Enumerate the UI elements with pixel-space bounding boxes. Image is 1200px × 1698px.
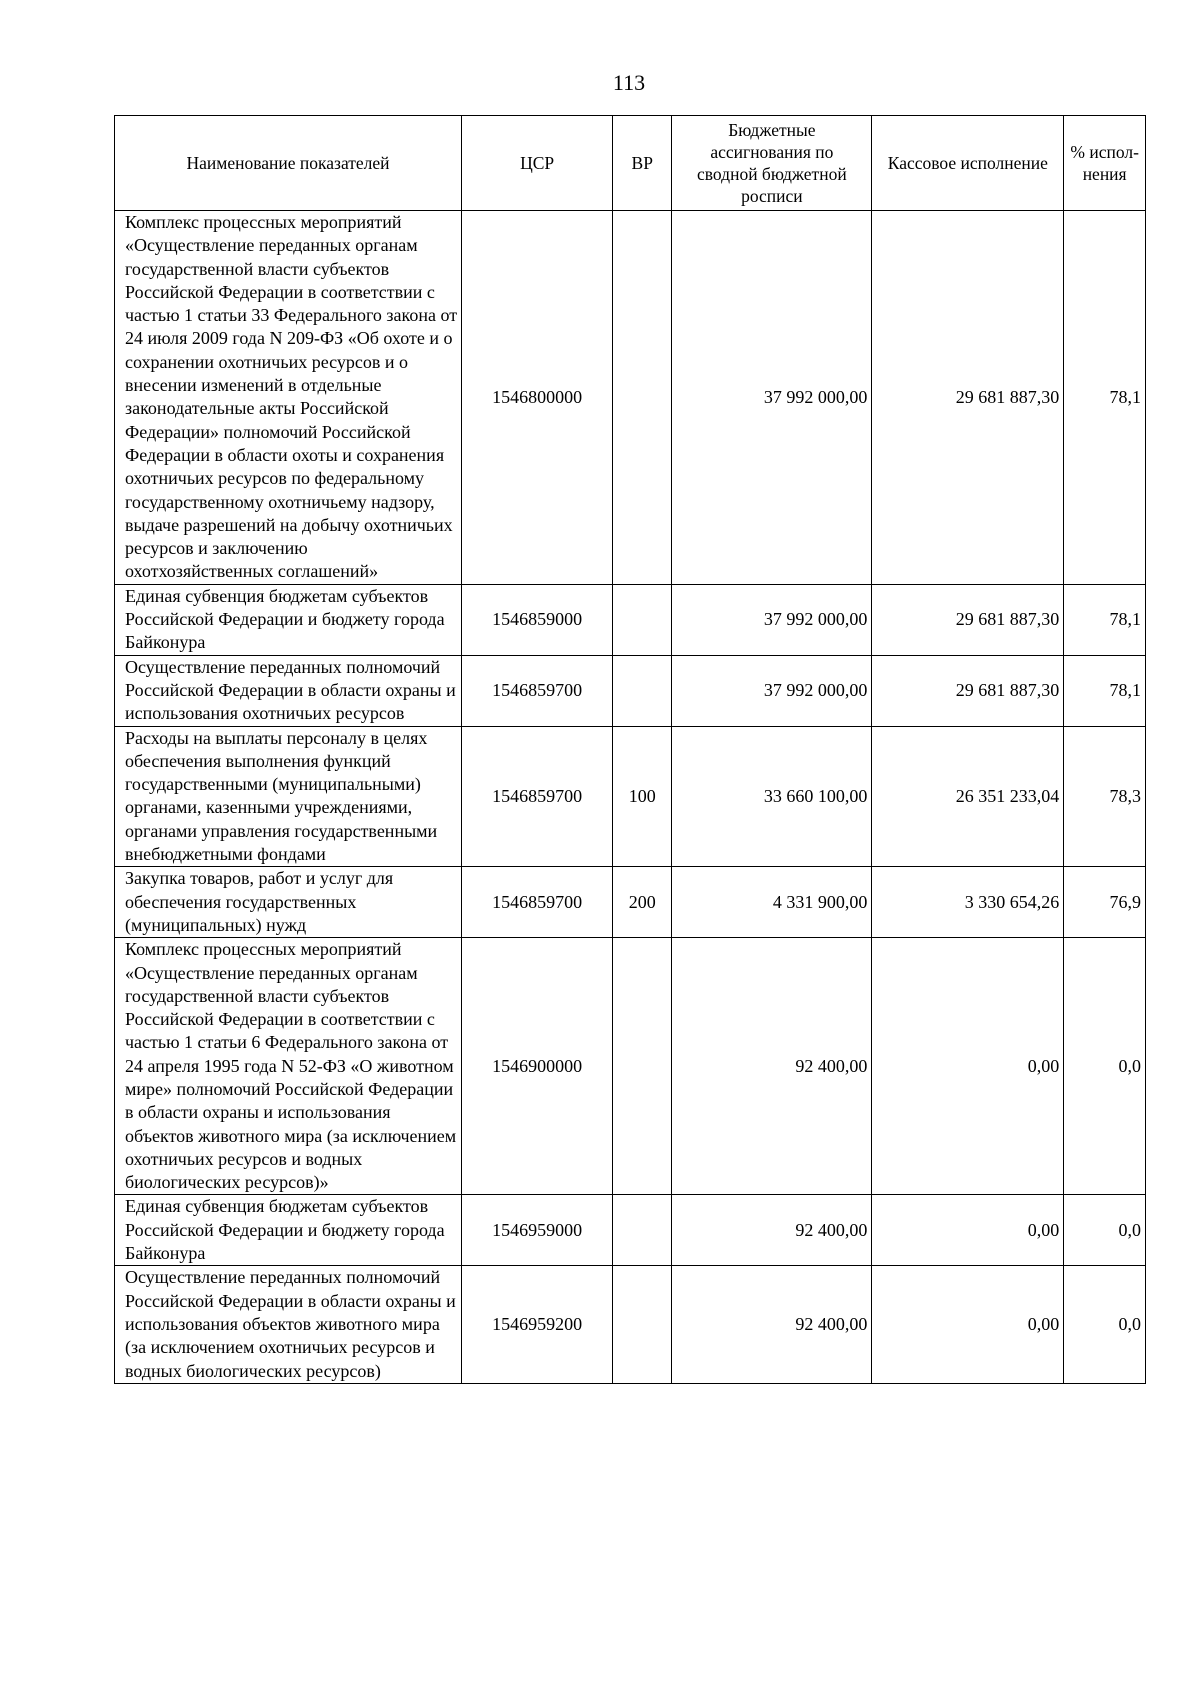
row-vr: 200: [613, 867, 672, 938]
row-vr: 100: [613, 726, 672, 867]
row-pct: 78,1: [1064, 655, 1146, 726]
row-cash: 0,00: [872, 938, 1064, 1195]
row-pct: 0,0: [1064, 1195, 1146, 1266]
page-number: 113: [612, 70, 646, 95]
row-cash: 29 681 887,30: [872, 211, 1064, 585]
row-budget: 37 992 000,00: [672, 211, 872, 585]
row-vr: [613, 1195, 672, 1266]
row-pct: 0,0: [1064, 938, 1146, 1195]
header-cash: Кассовое исполнение: [872, 116, 1064, 211]
row-cash: 29 681 887,30: [872, 655, 1064, 726]
row-budget: 92 400,00: [672, 1266, 872, 1383]
row-cash: 3 330 654,26: [872, 867, 1064, 938]
row-cash: 26 351 233,04: [872, 726, 1064, 867]
row-csr: 1546800000: [462, 211, 613, 585]
row-name: Закупка товаров, работ и услуг для обеспечения государственных (муниципальных) нужд: [115, 867, 462, 938]
row-name: Осуществление переданных полномочий Российской Федерации в области охраны и использования объектов животного мира (за исключением охотничьих ресурсов и водных биологических ресурсов): [115, 1266, 462, 1383]
row-cash: 0,00: [872, 1195, 1064, 1266]
row-name: Комплекс процессных мероприятий «Осуществление переданных органам государственной власти субъектов Российской Федерации в соответствии с частью 1 статьи 33 Федерального закона от 24 июля 2009 года N 209-ФЗ «Об охоте и о сохранении охотничьих ресурсов и о внесении изменений в отдельные законодательные акты Российской Федерации» полномочий Российской Федерации в области охоты и сохранения охотничьих ресурсов по федеральному государственному охотничьему надзору, выдаче разрешений на добычу охотничьих ресурсов и заключению охотхозяйственных соглашений»: [115, 211, 462, 585]
row-pct: 78,3: [1064, 726, 1146, 867]
row-budget: 92 400,00: [672, 1195, 872, 1266]
row-name: Расходы на выплаты персоналу в целях обеспечения выполнения функций государственными (муниципальными) органами, казенными учреждениями, органами управления государственными внебюджетными фондами: [115, 726, 462, 867]
budget-execution-table: [114, 115, 1146, 1384]
row-csr: 1546859000: [462, 584, 613, 655]
row-budget: 37 992 000,00: [672, 655, 872, 726]
header-vr: ВР: [613, 116, 672, 211]
table-row: [115, 867, 1146, 938]
row-budget: 33 660 100,00: [672, 726, 872, 867]
table-row: [115, 1266, 1146, 1383]
row-budget: 92 400,00: [672, 938, 872, 1195]
row-pct: 76,9: [1064, 867, 1146, 938]
row-vr: [613, 938, 672, 1195]
row-budget: 37 992 000,00: [672, 584, 872, 655]
row-csr: 1546959000: [462, 1195, 613, 1266]
row-vr: [613, 584, 672, 655]
row-pct: 78,1: [1064, 211, 1146, 585]
header-csr: ЦСР: [462, 116, 613, 211]
row-csr: 1546859700: [462, 655, 613, 726]
row-name: Осуществление переданных полномочий Российской Федерации в области охраны и использования охотничьих ресурсов: [115, 655, 462, 726]
table-row: [115, 584, 1146, 655]
table-row: [115, 726, 1146, 867]
header-name: Наименование показателей: [115, 116, 462, 211]
table-header-row: [115, 116, 1146, 211]
row-cash: 29 681 887,30: [872, 584, 1064, 655]
table-row: [115, 938, 1146, 1195]
table-row: [115, 1195, 1146, 1266]
row-csr: 1546859700: [462, 726, 613, 867]
header-budget: Бюджетные ассигнования по сводной бюджетной росписи: [672, 116, 872, 211]
row-budget: 4 331 900,00: [672, 867, 872, 938]
table-row: [115, 211, 1146, 585]
row-name: Единая субвенция бюджетам субъектов Российской Федерации и бюджету города Байконура: [115, 584, 462, 655]
row-vr: [613, 211, 672, 585]
row-vr: [613, 1266, 672, 1383]
row-pct: 0,0: [1064, 1266, 1146, 1383]
row-pct: 78,1: [1064, 584, 1146, 655]
row-csr: 1546859700: [462, 867, 613, 938]
row-csr: 1546900000: [462, 938, 613, 1195]
header-pct: % испол-нения: [1064, 116, 1146, 211]
row-vr: [613, 655, 672, 726]
row-cash: 0,00: [872, 1266, 1064, 1383]
row-csr: 1546959200: [462, 1266, 613, 1383]
row-name: Комплекс процессных мероприятий «Осуществление переданных органам государственной власти субъектов Российской Федерации в соответствии с частью 1 статьи 6 Федерального закона от 24 апреля 1995 года N 52-ФЗ «О животном мире» полномочий Российской Федерации в области охраны и использования объектов животного мира (за исключением охотничьих ресурсов и водных биологических ресурсов)»: [115, 938, 462, 1195]
table-row: [115, 655, 1146, 726]
row-name: Единая субвенция бюджетам субъектов Российской Федерации и бюджету города Байконура: [115, 1195, 462, 1266]
